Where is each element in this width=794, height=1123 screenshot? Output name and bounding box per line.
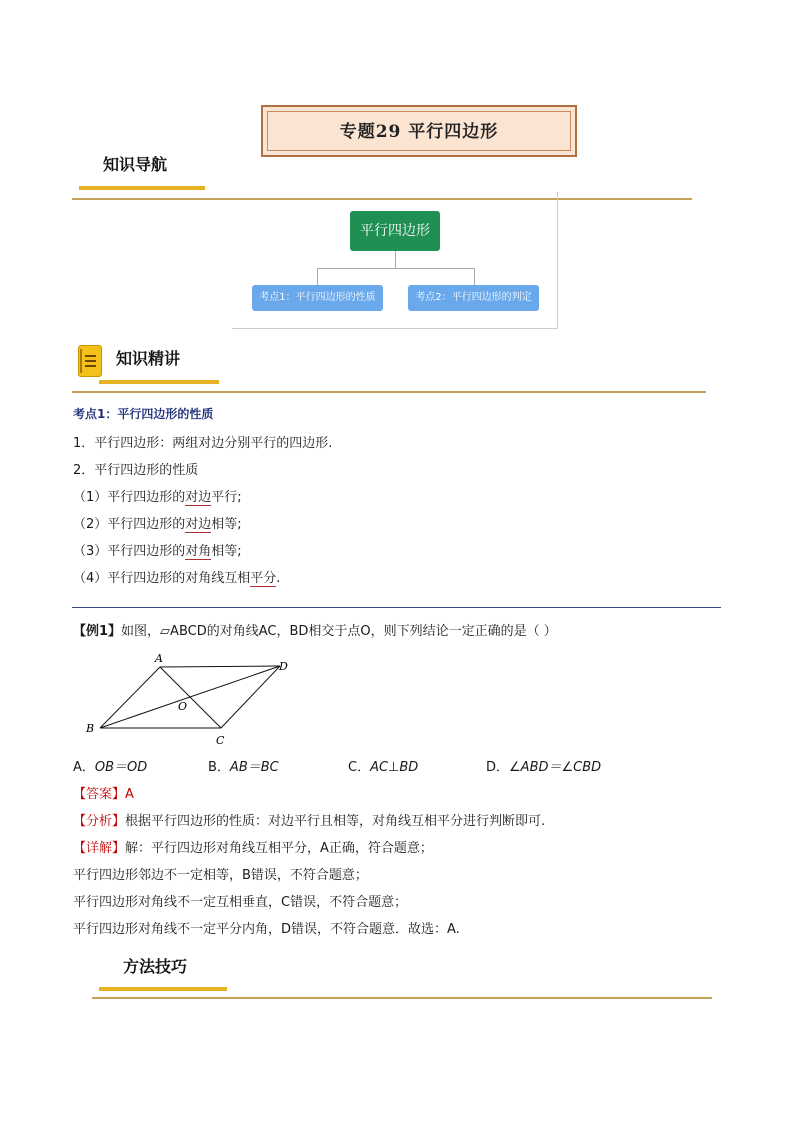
section-heading-nav: 知识导航 <box>103 155 168 174</box>
mindmap-connector-left <box>317 268 318 285</box>
detail-line-3: 平行四边形对角线不一定互相垂直，C错误，不符合题意； <box>73 895 408 910</box>
section-rule-lecture <box>72 391 706 393</box>
vertex-label-o: O <box>178 700 188 713</box>
point1-heading: 考点1：平行四边形的性质 <box>73 407 214 421</box>
example-divider <box>72 607 721 608</box>
vertex-label-d: D <box>279 660 288 673</box>
edge-ba <box>100 667 160 728</box>
detail-line-1: 【详解】解：平行四边形对角线互相平分，A正确，符合题意； <box>73 841 433 856</box>
heading-underline-lecture <box>99 380 219 384</box>
section-rule-nav <box>72 198 692 200</box>
mindmap-frame-right <box>557 192 558 328</box>
page-title: 专题29 平行四边形 <box>339 122 499 142</box>
point1-prop-title: 2．平行四边形的性质 <box>73 463 199 478</box>
example-question: 【例1】如图，▱ABCD的对角线AC，BD相交于点O，则下列结论一定正确的是（ ） <box>73 624 557 639</box>
diagonal-ac <box>160 667 221 728</box>
analysis-line: 【分析】根据平行四边形的性质：对边平行且相等，对角线互相平分进行判断即可. <box>73 814 546 829</box>
mindmap-frame-bottom <box>232 328 558 329</box>
vertex-label-b: B <box>86 722 95 735</box>
section-rule-method <box>92 997 712 999</box>
mindmap-root-node: 平行四边形 <box>350 211 440 251</box>
detail-line-2: 平行四边形邻边不一定相等，B错误，不符合题意； <box>73 868 368 883</box>
mindmap-connector-right <box>474 268 475 285</box>
answer-line: 【答案】A <box>73 787 134 802</box>
heading-underline-method <box>99 987 227 991</box>
point1-definition: 1．平行四边形：两组对边分别平行的四边形. <box>73 436 333 451</box>
option-b: B．AB＝BC <box>208 760 279 775</box>
edge-dc <box>221 666 280 728</box>
option-a: A．OB＝OD <box>73 760 148 775</box>
option-d: D．∠ABD＝∠CBD <box>486 760 602 775</box>
section-heading-method: 方法技巧 <box>123 957 188 976</box>
mindmap-child-node-1: 考点1：平行四边形的性质 <box>252 285 383 311</box>
edge-ad <box>160 666 280 667</box>
mindmap-connector-bar <box>317 268 474 269</box>
section-heading-lecture: 知识精讲 <box>116 349 181 368</box>
heading-underline-nav <box>79 186 205 190</box>
mindmap-connector-stem <box>395 251 396 268</box>
prop-item-2: （2）平行四边形的对边相等; <box>73 517 242 532</box>
diagonal-bd <box>100 666 280 728</box>
option-c: C．AC⊥BD <box>348 760 419 775</box>
prop-item-4: （4）平行四边形的对角线互相平分. <box>73 571 281 586</box>
vertex-label-a: A <box>155 652 163 665</box>
prop-item-1: （1）平行四边形的对边平行; <box>73 490 242 505</box>
title-box <box>261 105 577 157</box>
parallelogram-figure <box>80 648 300 748</box>
vertex-label-c: C <box>216 734 225 747</box>
mindmap-child-node-2: 考点2：平行四边形的判定 <box>408 285 539 311</box>
note-icon <box>78 345 102 377</box>
detail-line-4: 平行四边形对角线不一定平分内角，D错误，不符合题意．故选：A. <box>73 922 460 937</box>
prop-item-3: （3）平行四边形的对角相等; <box>73 544 242 559</box>
